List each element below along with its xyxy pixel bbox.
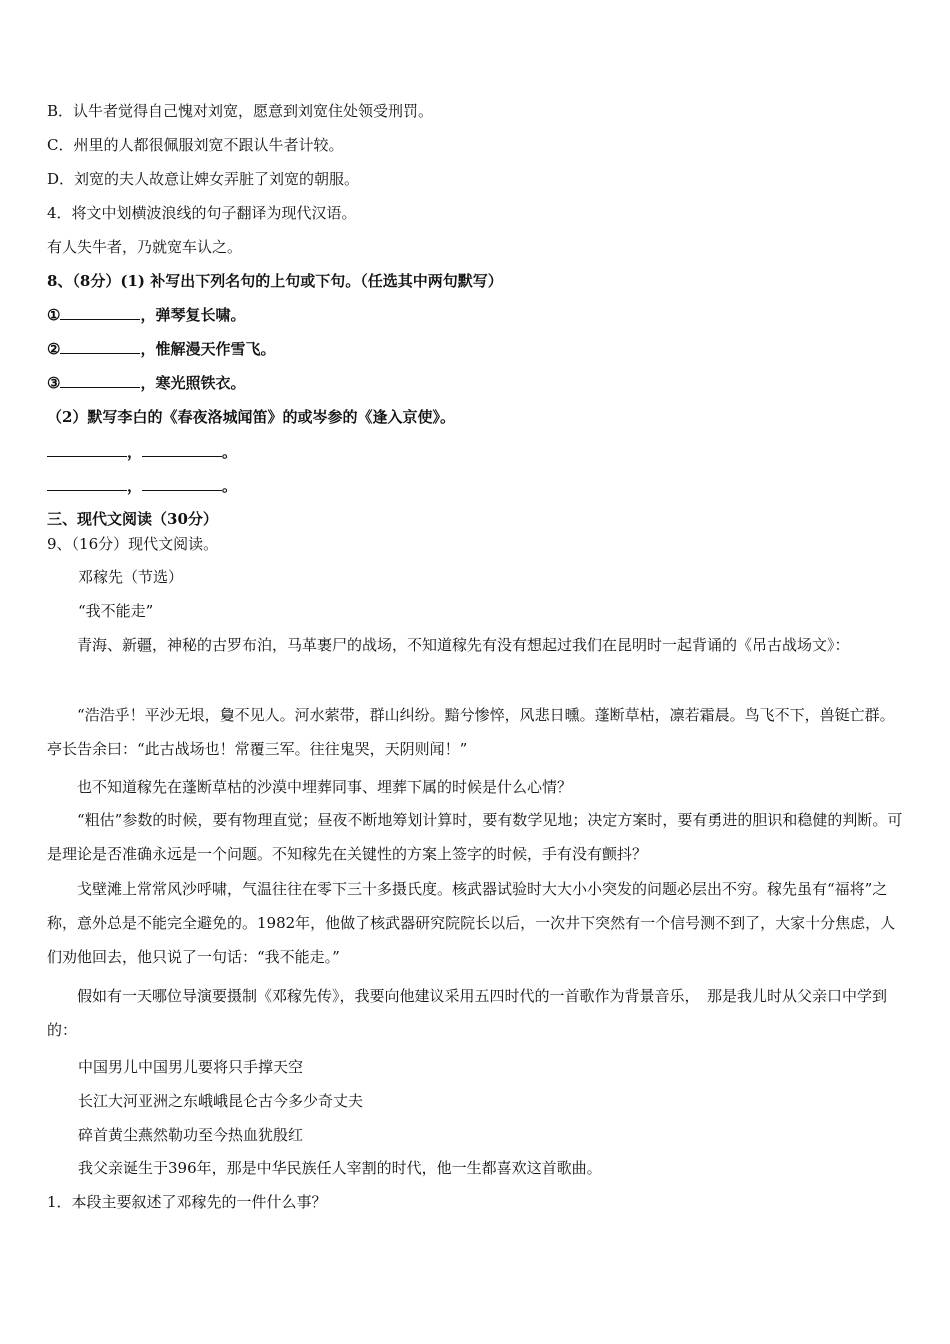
answer-blank	[47, 442, 127, 457]
question-4-prompt: 4．将文中划横波浪线的句子翻译为现代汉语。	[47, 204, 357, 222]
passage-paragraph-3: 也不知道稼先在蓬断草枯的沙漠中埋葬同事、埋葬下属的时候是什么心情？	[77, 778, 573, 796]
period: 。	[222, 443, 238, 461]
passage-paragraph-6: 假如有一天哪位导演要摄制《邓稼先传》，我要向他建议采用五四时代的一首歌作为背景音乐， 那是我儿时从父亲口中学到的：	[47, 987, 888, 1039]
song-line-2: 长江大河亚洲之东峨峨昆仑古今多少奇丈夫	[78, 1092, 364, 1110]
passage-paragraph-4: “粗估”参数的时候，要有物理直觉；昼夜不断地筹划计算时，要有数学见地；决定方案时，要有勇进的胆识和稳健的判断。可是理论是否准确永远是一个问题。不知稼先在关键性的方案上签字的时候，手有没有颤抖？	[47, 811, 903, 863]
answer-blank	[142, 442, 222, 457]
passage-paragraph-2: “浩浩乎！平沙无垠，敻不见人。河水萦带，群山纠纷。黯兮惨悴，风悲日曛。蓬断草枯，凛若霜晨。鸟飞不下，兽铤亡群。亭长告余曰：“此古战场也！常覆三军。往往鬼哭，天阴则闻！”	[47, 706, 895, 758]
comma: ，	[127, 477, 143, 495]
question-9-header: 9、（16分）现代文阅读。	[47, 535, 219, 553]
item-text: ，寒光照铁衣。	[140, 374, 246, 392]
question-8-part2: （2）默写李白的《春夜洛城闻笛》的或岑参的《逢入京使》。	[47, 408, 455, 426]
answer-blank	[47, 476, 127, 491]
answer-line-2	[47, 476, 237, 496]
passage-paragraph-5: 戈壁滩上常常风沙呼啸，气温往往在零下三十多摄氏度。核武器试验时大大小小突发的问题必层出不穷。稼先虽有“福将”之称，意外总是不能完全避免的。1982年，他做了核武器研究院院长以后，一次井下突然有一个信号测不到了，大家十分焦虑，人们劝他回去，他只说了一句话：“我不能走。”	[47, 880, 896, 966]
answer-blank	[142, 476, 222, 491]
item-text: ，惟解漫天作雪飞。	[140, 340, 276, 358]
song-line-1: 中国男儿中国男儿要将只手撑天空	[78, 1058, 304, 1076]
answer-line-1	[47, 442, 237, 462]
answer-blank	[60, 305, 140, 320]
item-mark: ③	[47, 374, 61, 392]
sub-question-1: 1．本段主要叙述了邓稼先的一件什么事？	[47, 1193, 327, 1211]
comma: ，	[127, 443, 143, 461]
option-b: B．认牛者觉得自己愧对刘宽，愿意到刘宽住处领受刑罚。	[47, 102, 434, 120]
question-8-header: 8、（8分）(1) 补写出下列名句的上句或下句。（任选其中两句默写）	[47, 272, 503, 290]
passage-title: 邓稼先（节选）	[78, 568, 184, 586]
item-text: ，弹琴复长啸。	[140, 306, 246, 324]
option-d: D．刘宽的夫人故意让婢女弄脏了刘宽的朝服。	[47, 170, 360, 188]
passage-subtitle: “我不能走”	[78, 602, 154, 620]
fill-item-2	[47, 339, 275, 359]
passage-paragraph-7: 我父亲诞生于396年，那是中华民族任人宰割的时代，他一生都喜欢这首歌曲。	[78, 1159, 602, 1177]
item-mark: ①	[47, 306, 61, 324]
song-line-3: 碎首黄尘燕然勒功至今热血犹殷红	[78, 1126, 304, 1144]
answer-blank	[60, 339, 140, 354]
question-4-sentence: 有人失牛者，乃就宽车认之。	[47, 238, 243, 256]
passage-paragraph-1: 青海、新疆，神秘的古罗布泊，马革裹尸的战场，不知道稼先有没有想起过我们在昆明时一起背诵的《吊古战场文》：	[77, 636, 850, 654]
option-c: C．州里的人都很佩服刘宽不跟认牛者计较。	[47, 136, 344, 154]
fill-item-3	[47, 373, 245, 393]
section-title: 三、现代文阅读（30分）	[47, 510, 218, 528]
answer-blank	[60, 373, 140, 388]
fill-item-1	[47, 305, 245, 325]
period: 。	[222, 477, 238, 495]
item-mark: ②	[47, 340, 61, 358]
